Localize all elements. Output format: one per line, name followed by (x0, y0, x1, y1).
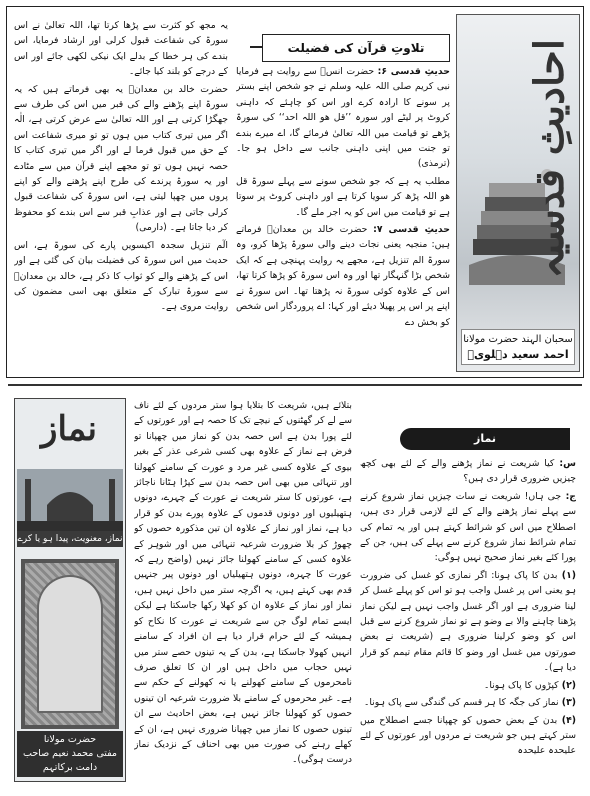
paragraph-lead: س: (554, 458, 576, 469)
section-divider (8, 384, 582, 386)
list-item-number: (۲) (558, 679, 576, 691)
list-item (360, 713, 576, 759)
list-item-text: کپڑوں کا پاک ہونا۔ (483, 679, 559, 691)
paragraph (236, 64, 450, 172)
paragraph-text: حضرت خالد بن معدانؒ فرماتے ہیں: منجیہ یعنی نجات دینے والی سورۃ پڑھا کرو، وہ سورۃ الم تنزیل ہے، مجھے یہ روایت پہنچی ہے کہ ایک شخص بڑا گنہگار تھا اور وہ اس سورۃ کو پڑھا کرتا تھا، اس کے علاوہ کوئی سورۃ نہ پڑھتا تھا۔ اس سورۃ نے اپنے پر اس پر پھیلا دیئے اور کہا: اے پروردگار اس شخص کو بخش دے (236, 224, 450, 328)
list-item (360, 695, 576, 710)
bottom-column-right (360, 456, 576, 790)
author-line-2: احمد سعید دہلویؒ (467, 348, 569, 361)
section-tag: نماز (400, 428, 570, 450)
paragraph-text: حضرت انسؓ سے روایت ہے فرمایا نبی کریم صلی اللہ علیہ وسلم نے جو شخص اپنے بستر پر سونے کا ارادہ کرے اور اس کو چاہئے کہ داہنی کروٹ پر لیٹے اور سورہ ’’قل ھو اللہ احد‘‘ کی سورۃ پڑھے تو قیامت میں اللہ تعالیٰ فرمائے گا، اے میرے بندے تو جنت میں اپنی داہنی جانب سے داخل ہو جا۔ (ترمذی) (236, 66, 450, 170)
banner-author (461, 329, 575, 365)
article-title: تلاوتِ قرآن کی فضیلت (262, 34, 450, 62)
paragraph-text: کیا شریعت نے نماز پڑھنے والے کے لئے بھی کچھ چیزیں ضروری قرار دی ہیں؟ (360, 458, 576, 485)
list-item (360, 678, 576, 693)
banner-title: احادیثِ قدسیہ (526, 39, 573, 279)
bottom-column-left (134, 398, 352, 790)
top-column-left (14, 18, 228, 374)
namaz-banner-author (17, 731, 123, 777)
paragraph (14, 82, 228, 236)
namaz-banner-subtitle: نماز، معنویت، پیدا ہو یا کرے (17, 531, 123, 547)
paragraph (14, 18, 228, 80)
paragraph-lead: (۱) (557, 569, 576, 581)
paragraph-text: یہ مجھ کو کثرت سے پڑھا کرتا تھا، اللہ تعالیٰ نے اس سورۃ کی شفاعت قبول کرلی اور ارشاد فرمایا، اس بندے کی ہر خطا کے بدلے ایک نیکی لکھی جائے اور اس کے درجے کو بلند کیا جائے۔ (14, 20, 228, 78)
paragraph (360, 456, 576, 487)
prayer-rug-image (21, 559, 119, 729)
prayer-rug-arch (37, 575, 103, 713)
paragraph-text: بتلائے ہیں، شریعت کا بتلایا ہوا ستر مردوں کے لئے ناف سے لے کر گھٹنوں کے نیچے تک کا حصہ ہے اور عورتوں کے لئے پورا بدن ہے اس حصہ بدن کو نماز میں چھپانا تو فرض ہے نماز کے علاوہ بھی کسی شرعی عذر کے بغیر بیوی کے علاوہ کسی غیر مرد و عورت کے سامنے کھولنا اور تنہائی میں بھی اس حصہ بدن سے کپڑا ہٹانا ناجائز ہے، عورتوں کا ستر شریعت نے عورت کے چہرے، دونوں ہتھیلیوں اور دونوں قدموں کے علاوہ پورے بدن کو قرار دیا ہے، نماز اور نماز کے علاوہ ان تین مذکورہ حصوں کو چھوڑ کر بلا ضرورت شرعیہ تنہائی میں اور شوہر کے علاوہ کسی کے سامنے کھولنا جائز نہیں (واضح رہے کہ عورت کا چہرہ، دونوں ہتھیلیاں اور دونوں پیر جنہیں قدم بھی کہتے ہیں، یہ اگرچہ ستر میں داخل نہیں ہیں، نماز اور نماز کے علاوہ ان کو کھلا رکھا جاسکتا ہے لیکن ایسے تمام لوگ جن سے شریعت نے عورت کا نکاح کو ہمیشہ کے لئے حرام قرار دیا ہے ان افراد کے سامنے انہیں کھولا جاسکتا ہے، بدن کے یہ تینوں حصے ستر میں نہیں حجاب میں داخل ہیں اور ان کا تعلق صرف نامحرموں کے سامنے کھولنے یا نہ کھولنے کے حکم سے ہے۔ غیر محرموں کے سامنے بلا ضرورت شرعیہ ان تینوں حصوں کو کھولنا جائز نہیں ہے، بعض احادیث سے ان تینوں حصوں کا نماز میں چھپانا ضروری نہیں ہے، ان کے کھلے رہنے کی صورت میں بھی احناف کے نزدیک نماز درست ہوگی)۔ (134, 400, 352, 766)
paragraph-text: مطلب یہ ہے کہ جو شخص سونے سے پہلے سورۃ قل ھو اللہ پڑھ کر سویا کرتا ہے اور داہنی کروٹ پر سوتا ہے تو قیامت میں اس کو یہ اجر ملے گا۔ (236, 175, 450, 218)
namaz-banner (14, 398, 126, 782)
paragraph-lead: ج: (561, 490, 576, 502)
list-item-number: (۴) (557, 714, 576, 726)
paragraph-lead: حدیثِ قدسی ۶: (377, 66, 450, 77)
paragraph (14, 238, 228, 315)
list-item-text: نماز کی جگہ کا ہر قسم کی گندگی سے پاک ہونا۔ (363, 697, 559, 709)
author-line-1: سحبان الہند حضرت مولانا (463, 334, 573, 345)
paragraph (134, 398, 352, 768)
paragraph (360, 568, 576, 676)
hadith-qudsiya-banner (456, 14, 580, 372)
author-line-1: حضرت مولانا (43, 734, 97, 745)
paragraph-lead: حدیثِ قدسی ۷: (373, 224, 450, 236)
mosque-silhouette-icon (17, 469, 123, 531)
namaz-banner-title: نماز (41, 409, 97, 449)
paragraph-text: حضرت خالد بن معدانؒ یہ بھی فرماتے ہیں کہ یہ سورۃ اپنے پڑھنے والے کی قبر میں اس کی طرف سے جھگڑا کرتی ہے اور اللہ تعالیٰ سے عرض کرتی ہے، الٰہ اگر میں تیری کتاب میں ہوں تو تو میری شفاعت اس کے حق میں قبول فرما لے اور اگر میں تیری کتاب کا حصہ نہیں ہوں تو تو مجھے اپنے قرآن میں سے مٹادے اور یہ سورۃ پرندے کی طرح اپنے پڑھنے والے کو اپنے پروں میں چھپا لیتی ہے، اس سورۃ کی شفاعت قبول کرلی جاتی ہے اور عذابِ قبر سے اس بندے کو محفوظ کر دیا جاتا ہے۔ (دارمی) (14, 83, 228, 234)
paragraph (236, 222, 450, 330)
author-line-2: مفتی محمد نعیم صاحب دامت برکاتہم (22, 748, 118, 773)
paragraph-text: بدن کا پاک ہونا: اگر نمازی کو غسل کی ضرورت ہو یعنی اس پر غسل واجب ہو تو اس کو پہلے غسل کر لینا ضروری ہے اور اگر غسل واجب نہیں ہے لیکن نماز پڑھنا چاہنے والا بے وضو ہے تو نماز شروع کرنے سے قبل اس کو وضو کرلینا ضروری ہے (شریعت نے بعض صورتوں میں غسل اور وضو کا قائم مقام تیمم کو قرار دیا ہے)۔ (360, 569, 576, 674)
paragraph (236, 174, 450, 220)
paragraph-text: الٓم تنزیل سجدہ اکیسویں پارے کی سورۃ ہے، اس حدیث میں اس سورۃ کی فضیلت بیان کی گئی ہے اور اس کے پڑھنے والے کو ثواب کا ذکر ہے، خالد بن معدانؒ سے سورۃ تبارک کے متعلق بھی اسی مضمون کی روایت مروی ہے۔ (14, 239, 228, 313)
list-item-text: بدن کے بعض حصوں کو چھپانا جسے اصطلاح میں ستر کہتے ہیں جو شریعت نے مردوں اور عورتوں کے لئے علیحدہ علیحدہ (360, 714, 576, 757)
list-item-number: (۳) (558, 697, 576, 709)
paragraph (360, 489, 576, 566)
paragraph-text: جی ہاں! شریعت نے سات چیزیں نماز شروع کرنے سے پہلے نماز پڑھنے والے کے لئے لازمی قرار دی ہیں، اصطلاح میں اس کو شرائط کہتے ہیں اور یہ تمام کی تمام شرائط نماز شروع کرنے سے پہلے کی ہیں، جن کے پورا کئے بغیر نماز صحیح نہیں ہوگی: (360, 490, 576, 564)
top-column-right (236, 64, 450, 374)
